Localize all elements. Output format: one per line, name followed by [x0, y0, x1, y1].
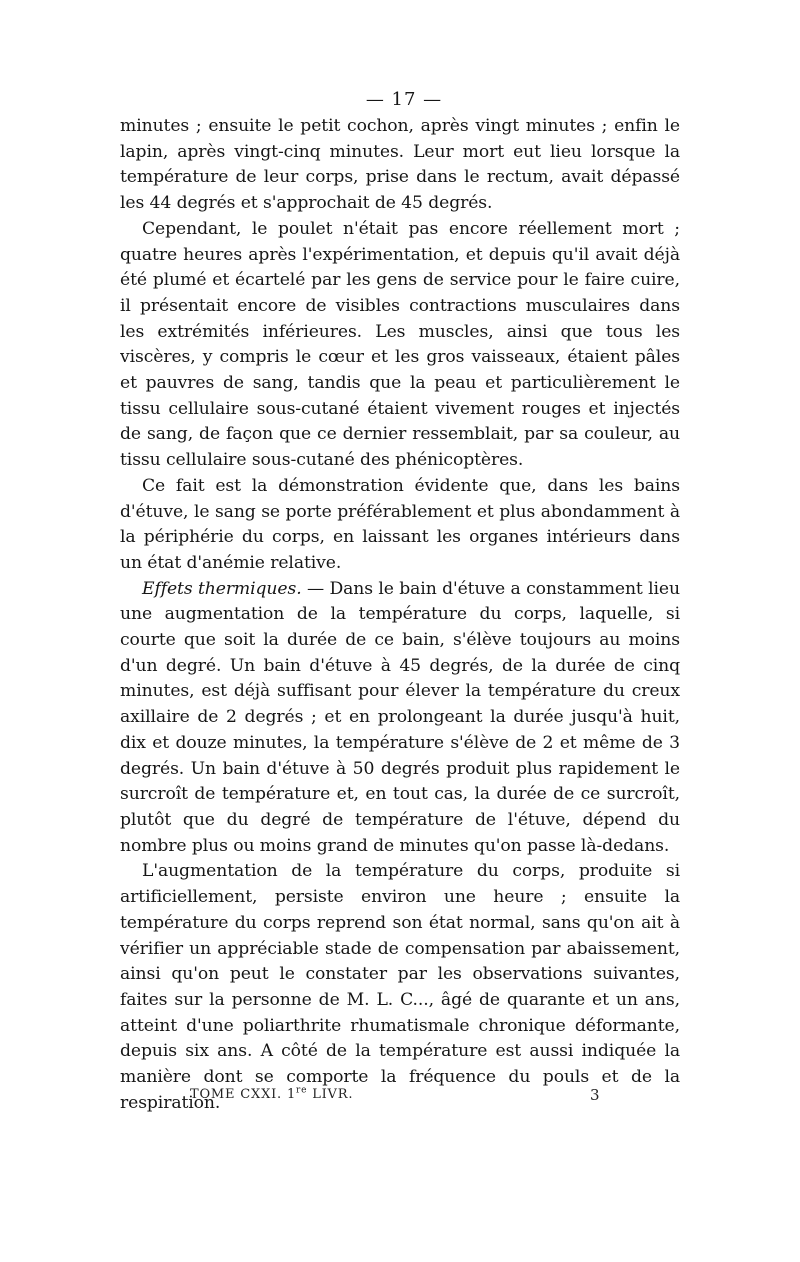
paragraph-3: Ce fait est la démonstration évidente que, dans les bains d'étuve, le sang se porte préférablement et plus abondamment à la périphérie du corps, en laissant les organes intérieurs dans un état d'anémie relative.: [120, 475, 680, 573]
book-page: [120, 88, 680, 1118]
section-heading-effets-thermiques: Effets thermiques.: [142, 578, 302, 599]
paragraph-1: minutes ; ensuite le petit cochon, après vingt minutes ; enfin le lapin, après vingt-cinq minutes. Leur mort eut lieu lorsque la température de leur corps, prise dans le rectum, avait dépassé les 44 degrés et s'approchait de 45 degrés.: [120, 116, 680, 214]
tome-text: TOME CXXI.: [190, 1087, 282, 1102]
page-number: — 17 —: [365, 89, 443, 110]
paragraph-2: Cependant, le poulet n'était pas encore réellement mort ; quatre heures après l'expérimentation, et depuis qu'il avait déjà été plumé et écartelé par les gens de service pour le faire cuire, il présentait encore de visibles contractions musculaires dans les extrémités inférieures. Les muscles, ainsi que tous les viscères, y compris le cœur et les gros vaisseaux, étaient pâles et pauvres de sang, tandis que la peau et particulièrement le tissu cellulaire sous-cutané étaient vivement rouges et injectés de sang, de façon que ce dernier ressemblait, par sa couleur, au tissu cellulaire sous-cutané des phénicoptères.: [120, 218, 680, 471]
signature-mark: 3: [590, 1086, 601, 1104]
livraison-label: LIVR.: [312, 1087, 354, 1102]
paragraph-5: L'augmentation de la température du corps, produite si artificiellement, persiste environ une heure ; ensuite la température du corps reprend son état normal, sans qu'on ait à vérifier un appréciable stade de compensation par abaissement, ainsi qu'on peut le constater par les observations suivantes, faites sur la personne de M. L. C..., âgé de quarante et un ans, atteint d'une poliarthrite rhumatismale chronique déformante, depuis six ans. A côté de la température est aussi indiquée la manière dont se comporte la fréquence du pouls et de la respiration.: [120, 861, 680, 1113]
livraison-number: 1: [286, 1087, 297, 1102]
paragraph-4: [120, 577, 680, 860]
paragraph-4-body: — Dans le bain d'étuve a constamment lieu une augmentation de la température du corps, laquelle, si courte que soit la durée de ce bain, s'élève toujours au moins d'un degré. Un bain d'étuve à 45 degrés, de la durée de cinq minutes, est déjà suffisant pour élever la température du creux axillaire de 2 degrés ; et en prolongeant la durée jusqu'à huit, dix et douze minutes, la température s'élève de 2 et même de 3 degrés. Un bain d'étuve à 50 degrés produit plus rapidement le surcroît de température et, en tout cas, la durée de ce surcroît, plutôt que du degré de température de l'étuve, dépend du nombre plus ou moins grand de minutes qu'on passe là-dedans.: [120, 578, 680, 856]
livraison-superscript: re: [296, 1085, 308, 1096]
volume-label: [190, 1086, 353, 1104]
